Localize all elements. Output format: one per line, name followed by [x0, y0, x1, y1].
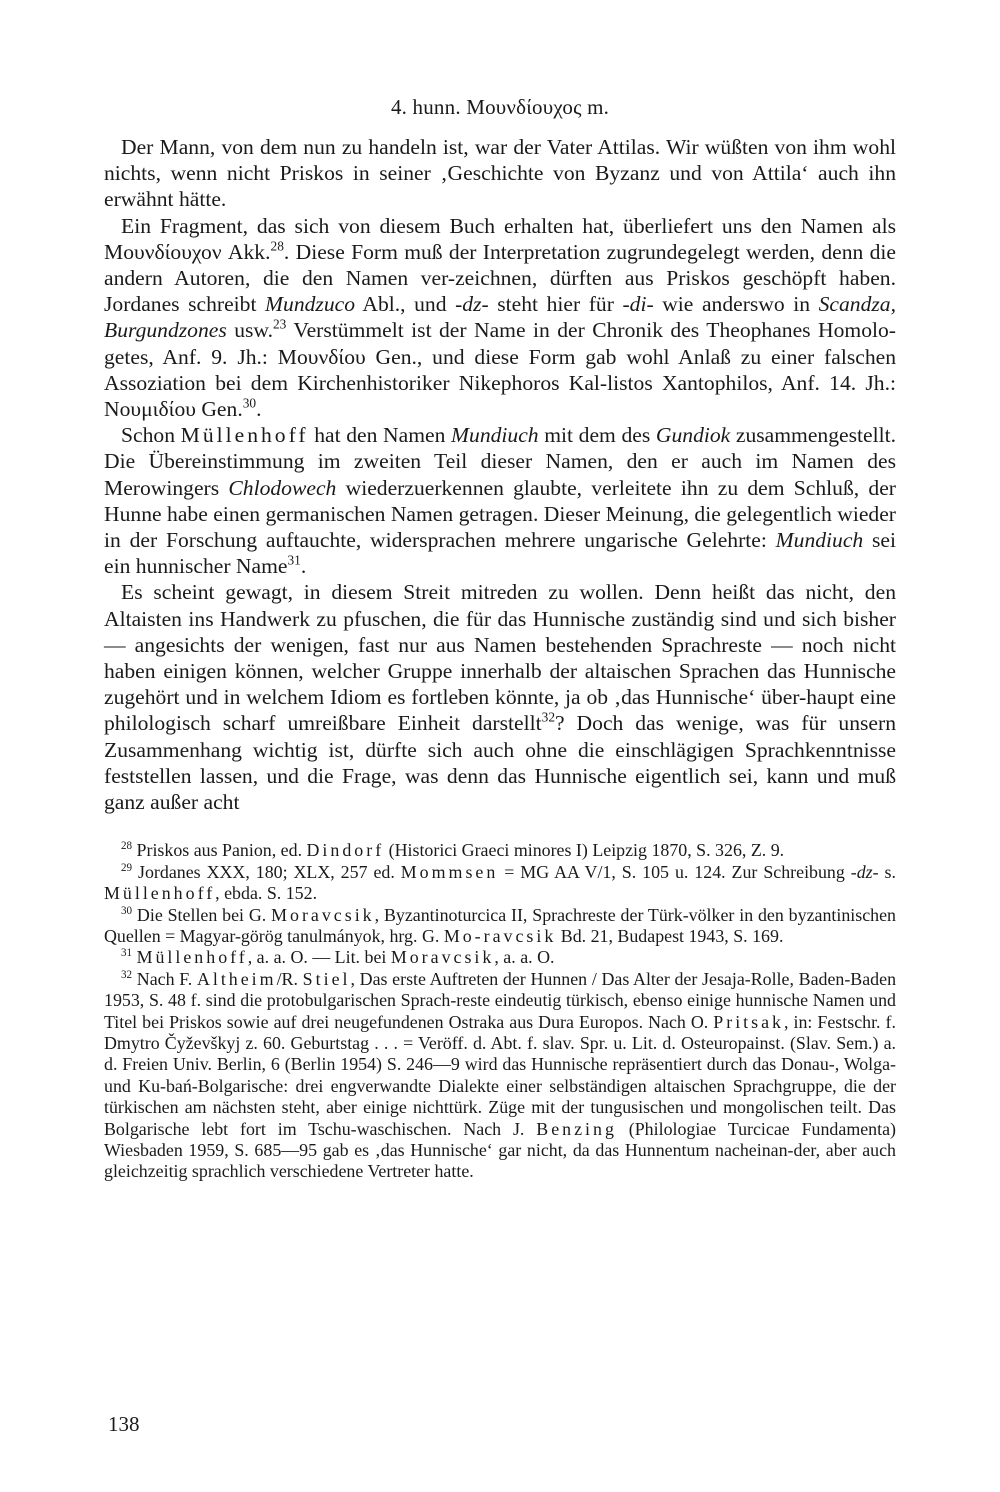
- paragraph-4: Es scheint gewagt, in diesem Streit mitreden zu wollen. Denn heißt das nicht, den Altaisten ins Handwerk zu pfuschen, die für das Hunnische zuständig sind und sich bisher — angesichts der wenigen, fast nur aus Namen bestehenden Sprachreste — noch nicht haben einigen können, welcher Gruppe innerhalb der altaischen Sprachen das Hunnische zugehört und in welchem Idiom es fortleben könnte, ja ob ‚das Hunnische‘ über-haupt eine philologisch scharf umreißbare Einheit darstellt$^{32}$? Doch das wenige, was für unsern Zusammenhang wichtig ist, dürfte sich auch ohne die einschlägigen Sprachkenntnisse feststellen lassen, und die Frage, was denn das Hunnische eigentlich sei, kann und muß ganz außer acht: [104, 580, 897, 815]
- footnote-31: $^{31}$ Müllenhoff, a. a. O. — Lit. bei Moravcsik, a. a. O.: [121, 947, 555, 968]
- footnote-32: $^{32}$ Nach F. Altheim/R. Stiel, Das erste Auftreten der Hunnen / Das Alter der Jesaja-Rolle, Baden-Baden 1953, S. 48 f. sind die protobulgarischen Sprach-reste eindeutig türkisch, ebenso einige hunnische Namen und Titel bei Priskos sowie auf drei neugefundenen Ostraka aus Dura Europos. Nach O. Pritsak, in: Festschr. f. Dmytro Čyževškyj z. 60. Geburtstag . . . = Veröff. d. Abt. f. slav. Spr. u. Lit. d. Osteuropainst. (Slav. Sem.) a. d. Freien Univ. Berlin, 6 (Berlin 1954) S. 246—9 wird das Hunnische repräsentiert durch das Donau-, Wolga- und Ku-bań-Bolgarische: drei engverwandte Dialekte einer selbständigen altaischen Sprachgruppe, die der türkischen am nächsten steht, aber einige nichttürk. Züge mit der tungusischen und mongolischen teilt. Das Bolgarische lebt fort im Tschu-waschischen. Nach J. Benzing (Philologiae Turcicae Fundamenta) Wiesbaden 1959, S. 685—95 gab es ‚das Hunnische‘ gar nicht, da das Hunnentum nacheinan-der, aber auch gleichzeitig sprachlich verschiedene Vertreter hatte.: [104, 968, 897, 1182]
- paragraph-1: Der Mann, von dem nun zu handeln ist, war der Vater Attilas. Wir wüßten von ihm wohl nichts, wenn nicht Priskos in seiner ‚Geschichte von Byzanz und von Attila‘ auch ihn erwähnt hätte.: [104, 135, 896, 212]
- footnote-ref[interactable]: 30: [242, 395, 257, 411]
- footnote-29: $^{29}$ Jordanes XXX, 180; XLX, 257 ed. Mommsen = MG AA V/1, S. 105 u. 124. Zur Schreibung -dz- s. Müllenhoff, ebda. S. 152.: [104, 861, 896, 904]
- footnote-ref[interactable]: 31: [287, 552, 301, 568]
- footnote-ref[interactable]: 28: [270, 238, 284, 254]
- footnote-ref[interactable]: 32: [541, 710, 555, 726]
- footnote-30: $^{30}$ Die Stellen bei G. Moravcsik, Byzantinoturcica II, Sprachreste der Türk-völker in den byzantinischen Quellen = Magyar-görög tanulmányok, hrg. G. Mo-ravcsik Bd. 21, Budapest 1943, S. 169.: [104, 904, 896, 946]
- footnote-28: $^{28}$ Priskos aus Panion, ed. Dindorf (Historici Graeci minores I) Leipzig 1870, S. 326, Z. 9.: [121, 840, 785, 861]
- footnote-ref[interactable]: 23: [272, 317, 287, 333]
- main-text: [104, 134, 896, 815]
- section-heading: 4. hunn. Μουνδίουχος m.: [390, 95, 610, 119]
- page-content: [104, 95, 896, 1183]
- paragraph-2: Ein Fragment, das sich von diesem Buch erhalten hat, überliefert uns den Namen als Μουνδίουχον Akk.$^{28}$. Diese Form muß der Interpretation zugrundegelegt werden, denn die andern Autoren, die den Namen ver-zeichnen, dürften aus Priskos geschöpft haben. Jordanes schreibt Mundzuco Abl., und -dz- steht hier für -di- wie anderswo in Scandza, Burgundzones usw.$^{23}$ Verstümmelt ist der Name in der Chronik des Theophanes Homolo-getes, Anf. 9. Jh.: Μουνδίου Gen., und diese Form gab wohl Anlaß zu einer falschen Assoziation bei dem Kirchenhistoriker Nikephoros Kal-listos Xantophilos, Anf. 14. Jh.: Νουμιδίου Gen.$^{30}$.: [104, 213, 896, 422]
- paragraph-3: Schon Müllenhoff hat den Namen Mundiuch mit dem des Gundiok zusammengestellt. Die Übereinstimmung im zweiten Teil dieser Namen, den er auch im Namen des Merowingers Chlodowech wiederzuerkennen glaubte, verleitete ihn zu dem Schluß, der Hunne habe einen germanischen Namen getragen. Dieser Meinung, die gelegentlich wieder in der Forschung auftauchte, widersprachen mehrere ungarische Gelehrte: Mundiuch sei ein hunnischer Name$^{31}$.: [104, 423, 896, 579]
- footnotes: [104, 840, 896, 1183]
- author-name: Müllenhoff: [180, 423, 309, 448]
- page-number: 138: [108, 1412, 140, 1436]
